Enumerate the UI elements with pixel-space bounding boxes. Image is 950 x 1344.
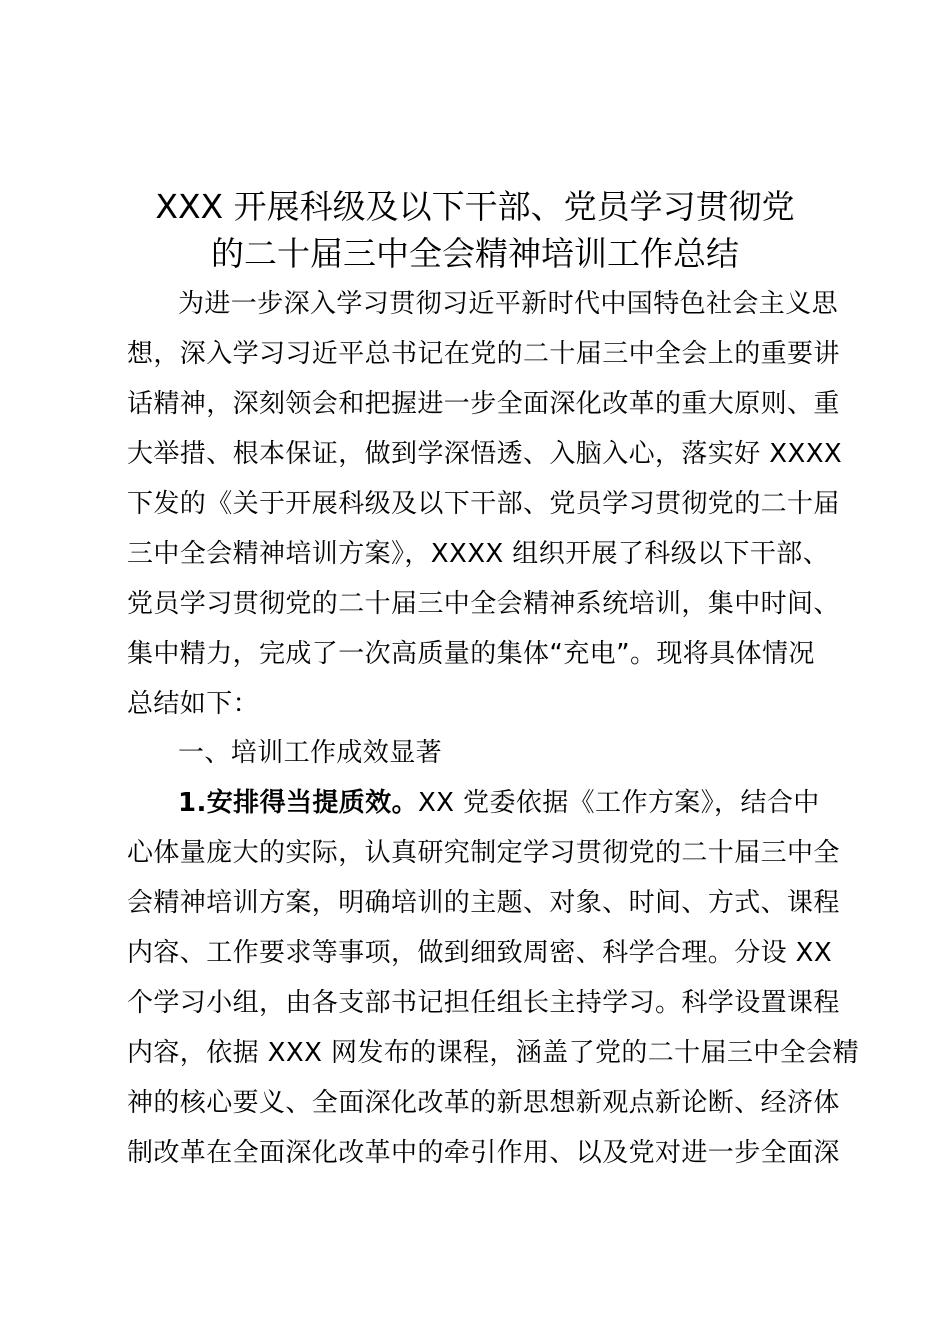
- intro-paragraph-line: 下发的《关于开展科级及以下干部、党员学习贯彻党的二十届: [127, 489, 840, 519]
- document-title-line-2: 的二十届三中全会精神培训工作总结: [211, 234, 739, 273]
- intro-paragraph-line: 想，深入学习习近平总书记在党的二十届三中全会上的重要讲: [127, 339, 840, 369]
- intro-paragraph-line: 集中精力，完成了一次高质量的集体“充电”。现将具体情况: [127, 639, 815, 669]
- subsection-paragraph-line: 心体量庞大的实际，认真研究制定学习贯彻党的二十届三中全: [127, 838, 840, 868]
- subsection-paragraph-line: 会精神培训方案，明确培训的主题、对象、时间、方式、课程: [127, 888, 840, 918]
- document-title-line-1: XXX 开展科级及以下干部、党员学习贯彻党: [155, 187, 795, 226]
- intro-paragraph-line: 大举措、根本保证，做到学深悟透、入脑入心，落实好 XXXX: [127, 439, 843, 469]
- intro-paragraph-line: 总结如下：: [127, 689, 260, 719]
- subsection-first-line-text: XX 党委依据《工作方案》，结合中: [417, 788, 820, 818]
- section-heading: 一、培训工作成效显著: [178, 738, 443, 768]
- subsection-paragraph-line: 制改革在全面深化改革中的牵引作用、以及党对进一步全面深: [127, 1138, 840, 1168]
- subsection-paragraph-line: 神的核心要义、全面深化改革的新思想新观点新论断、经济体: [127, 1088, 840, 1118]
- intro-paragraph-line: 党员学习贯彻党的二十届三中全会精神系统培训，集中时间、: [127, 589, 840, 619]
- intro-paragraph-line: 话精神，深刻领会和把握进一步全面深化改革的重大原则、重: [127, 389, 840, 419]
- intro-paragraph-line: 为进一步深入学习贯彻习近平新时代中国特色社会主义思: [178, 289, 839, 319]
- subsection-lead-heading: 1.安排得当提质效。: [178, 788, 418, 818]
- subsection-paragraph-line: 内容、工作要求等事项，做到细致周密、科学合理。分设 XX: [127, 938, 833, 968]
- subsection-paragraph-line: 个学习小组，由各支部书记担任组长主持学习。科学设置课程: [127, 988, 840, 1018]
- subsection-paragraph-line: 内容，依据 XXX 网发布的课程，涵盖了党的二十届三中全会精: [127, 1038, 859, 1068]
- subsection-first-line: [178, 787, 888, 819]
- intro-paragraph-line: 三中全会精神培训方案》，XXXX 组织开展了科级以下干部、: [127, 539, 830, 569]
